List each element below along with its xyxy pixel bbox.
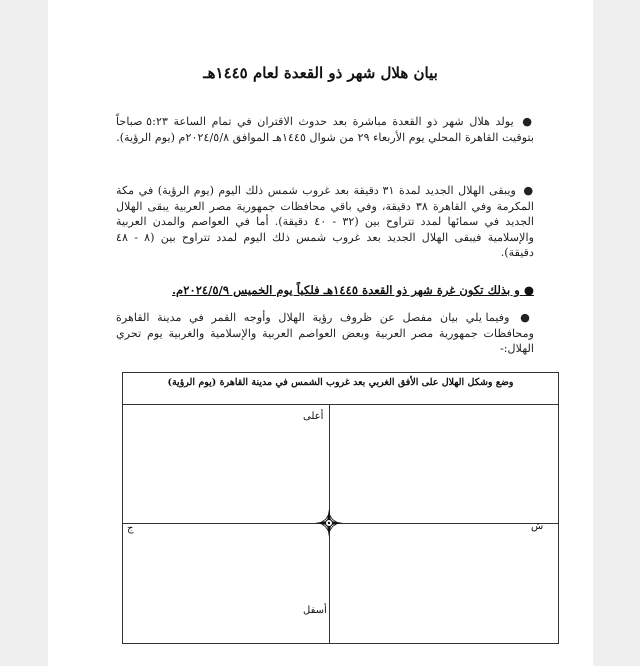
top-label: أعلى <box>303 411 324 422</box>
document-title: بيان هلال شهر ذو القعدة لعام ١٤٤٥هـ <box>203 64 438 82</box>
diagram-title: وضع وشكل الهلال على الأفق الغربي بعد غروب الشمس في مدينة القاهرة (يوم الرؤية) <box>123 373 558 405</box>
paragraph-1 <box>116 114 534 145</box>
paragraph-3 <box>116 310 534 357</box>
emphasis-line <box>116 283 534 297</box>
compass-star-icon <box>313 507 345 539</box>
bullet-icon: ● <box>523 283 534 297</box>
bullet-icon: ● <box>522 114 534 128</box>
emphasis-text: و بذلك تكون غرة شهر ذو القعدة ١٤٤٥هـ فلكياً يوم الخميس ٢٠٢٤/٥/٩م. <box>172 283 520 297</box>
paragraph-text: وفيما يلي بيان مفصل عن ظروف رؤية الهلال وأوجه القمر في مدينة القاهرة ومحافظات جمهورية مصر العربية وبعض العواصم العربية والإسلامية والغربية يوم تحري الهلال:- <box>116 311 534 355</box>
bullet-icon: ● <box>523 183 534 197</box>
horizon-diagram <box>122 372 559 644</box>
bullet-icon: ● <box>520 310 534 324</box>
right-direction-label: ش <box>531 521 544 532</box>
paragraph-text: ويبقى الهلال الجديد لمدة ٣١ دقيقة بعد غروب شمس ذلك اليوم (يوم الرؤية) في مكة المكرمة وفي القاهرة ٣٨ دقيقة، وفي باقي محافظات جمهورية مصر العربية يبقى الهلال الجديد في سمائها لمدد تتراوح بين (٣٢ - ٤٠ دقيقة). أما في العواصم والمدن العربية والإسلامية فيبقى الهلال الجديد بعد غروب شمس ذلك اليوم لمدد تتراوح بين (٨ - ٤٨ دقيقة). <box>116 184 534 259</box>
document-page <box>48 0 593 666</box>
paragraph-2 <box>116 183 534 261</box>
left-direction-label: ج <box>127 523 134 534</box>
crescent-moon-icon <box>376 423 410 457</box>
bottom-label: أسفل <box>303 605 327 616</box>
paragraph-text: يولد هلال شهر ذو القعدة مباشرة بعد حدوث الاقتران في تمام الساعة ٥:٢٣ صباحاً بتوقيت القاهرة المحلي يوم الأربعاء ٢٩ من شوال ١٤٤٥هـ الموافق ٢٠٢٤/٥/٨م (يوم الرؤية). <box>116 115 534 144</box>
